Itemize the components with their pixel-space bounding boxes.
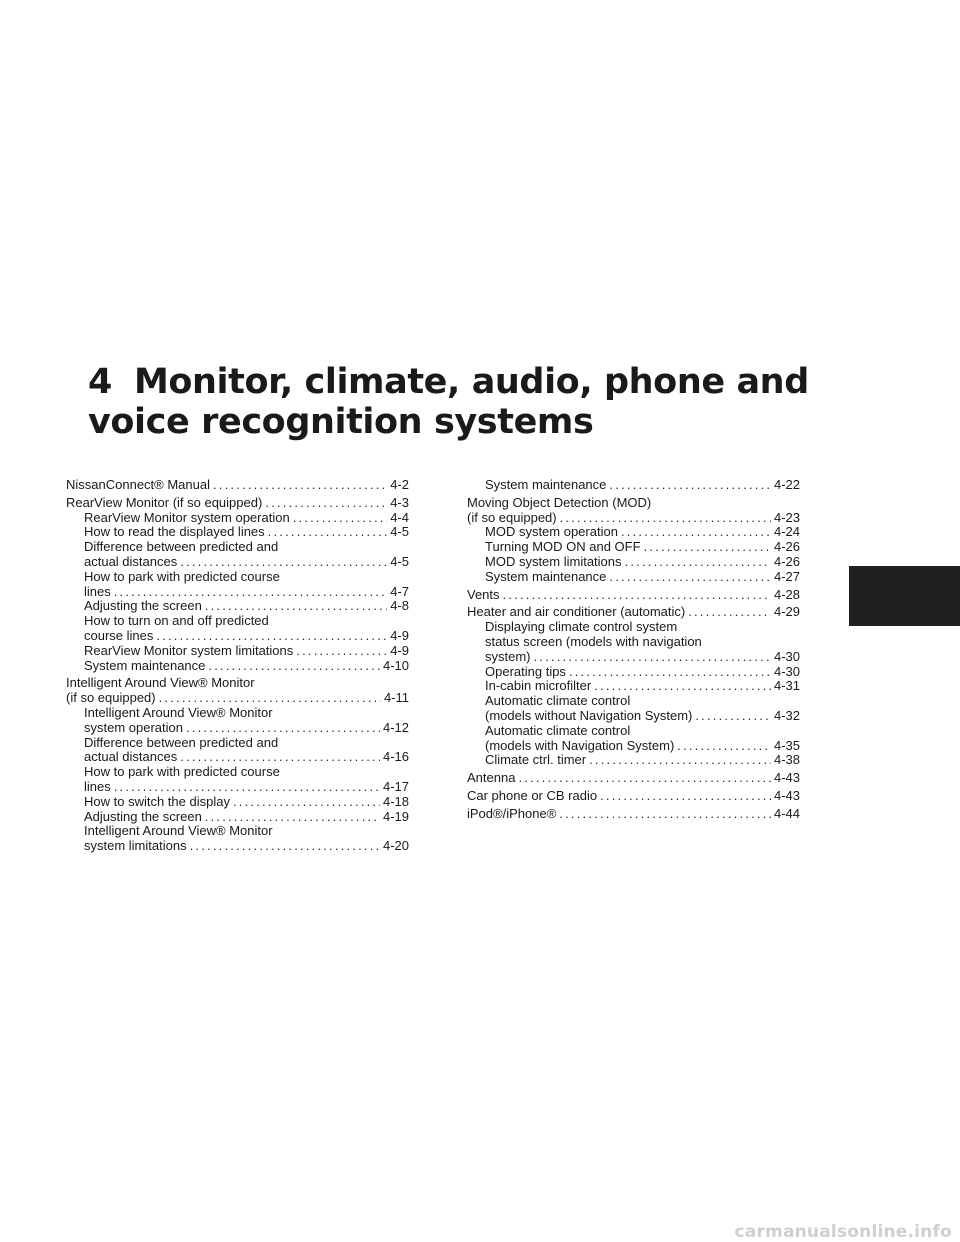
toc-entry-line (66, 496, 409, 511)
toc-entry-title: Adjusting the screen (84, 808, 202, 824)
dot-leader (180, 750, 380, 765)
toc-entry-title: system) (485, 648, 531, 664)
toc-entry-line (84, 511, 409, 526)
dot-leader (114, 585, 387, 600)
toc-page-number: 4-23 (773, 509, 800, 525)
toc-entry[interactable] (66, 478, 409, 493)
toc-entry-line (84, 721, 409, 736)
toc-entry-title: system operation (84, 719, 183, 735)
toc-entry-line (66, 691, 409, 706)
dot-leader (293, 511, 388, 526)
dot-leader (559, 807, 771, 822)
toc-subentry[interactable] (66, 795, 409, 810)
toc-entry-line (485, 739, 800, 754)
dot-leader (677, 739, 771, 754)
toc-entry-text-line: Displaying climate control system (485, 619, 678, 635)
toc-entry-text-line: Intelligent Around View® Monitor (84, 704, 273, 720)
toc-subentry[interactable] (66, 644, 409, 659)
toc-entry-title: Vents (467, 586, 500, 602)
toc-entry-title: Turning MOD ON and OFF (485, 539, 641, 555)
toc-entry-title: (models with Navigation System) (485, 737, 675, 753)
toc-subentry[interactable] (467, 724, 800, 754)
toc-entry[interactable] (467, 496, 800, 526)
toc-entry-title: How to read the displayed lines (84, 524, 265, 540)
toc-entry[interactable] (467, 771, 800, 786)
toc-entry-text-line: How to park with predicted course (84, 764, 280, 780)
dot-leader (560, 511, 771, 526)
toc-page-number: 4-8 (390, 598, 409, 614)
toc-page-number: 4-43 (773, 770, 800, 786)
toc-subentry[interactable] (66, 599, 409, 614)
toc-entry-line (84, 750, 409, 765)
toc-entry-title: (if so equipped) (66, 690, 156, 706)
toc-entry-title: system limitations (84, 838, 187, 854)
toc-entry-text-line: Difference between predicted and (84, 734, 279, 750)
dot-leader (534, 650, 771, 665)
toc-entry-title: RearView Monitor (if so equipped) (66, 494, 263, 510)
toc-entry-line (485, 753, 800, 768)
toc-entry-line (467, 771, 800, 786)
toc-subentry[interactable] (467, 753, 800, 768)
toc-entry[interactable] (467, 807, 800, 822)
watermark: carmanualsonline.info (734, 1222, 952, 1242)
toc-entry-title: course lines (84, 627, 154, 643)
toc-entry-text-line: Intelligent Around View® Monitor (84, 823, 273, 839)
dot-leader (233, 795, 380, 810)
dot-leader (600, 789, 771, 804)
toc-page-number: 4-3 (390, 494, 409, 510)
toc-page-number: 4-20 (382, 838, 409, 854)
toc-entry[interactable] (467, 789, 800, 804)
toc-entry-line (467, 605, 800, 620)
toc-page-number: 4-5 (390, 553, 409, 569)
toc-page-number: 4-30 (773, 663, 800, 679)
toc-subentry[interactable] (66, 659, 409, 674)
toc-page-number: 4-7 (390, 583, 409, 599)
toc-entry-title: MOD system limitations (485, 553, 622, 569)
toc-page-number: 4-11 (383, 690, 409, 706)
toc-entry-text-line: Intelligent Around View® Monitor (66, 675, 255, 691)
toc-subentry[interactable] (467, 540, 800, 555)
toc-page-number: 4-29 (773, 604, 800, 620)
toc-entry-title: actual distances (84, 553, 178, 569)
toc-entry-line (84, 839, 409, 854)
toc-entry-title: iPod®/iPhone® (467, 805, 557, 821)
toc-entry-line (84, 644, 409, 659)
toc-page-number: 4-43 (773, 787, 800, 803)
toc-page-number: 4-44 (773, 805, 800, 821)
toc-subentry[interactable] (66, 736, 409, 766)
toc-subentry[interactable] (66, 614, 409, 644)
toc-entry-title: Operating tips (485, 663, 566, 679)
toc-page-number: 4-18 (382, 793, 409, 809)
toc-page-number: 4-26 (773, 539, 800, 555)
toc-entry-line (84, 555, 409, 570)
toc-entry-line (84, 795, 409, 810)
dot-leader (296, 644, 387, 659)
toc-entry-line (84, 780, 409, 795)
dot-leader (190, 839, 380, 854)
toc-entry-line (485, 478, 800, 493)
toc-left-column (66, 478, 409, 854)
toc-page-number: 4-27 (773, 568, 800, 584)
dot-leader (159, 691, 381, 706)
dot-leader (609, 478, 771, 493)
toc-page-number: 4-16 (382, 749, 409, 765)
toc-entry-line (467, 789, 800, 804)
dot-leader (688, 605, 771, 620)
toc-entry-text-line: Automatic climate control (485, 693, 631, 709)
toc-subentry[interactable] (467, 620, 800, 664)
toc-entry-line (84, 585, 409, 600)
toc-entry-line (485, 679, 800, 694)
toc-subentry[interactable] (66, 525, 409, 540)
toc-entry-line (66, 478, 409, 493)
chapter-title-line-2: voice recognition systems (88, 402, 594, 442)
dot-leader (268, 525, 388, 540)
toc-entry-title: RearView Monitor system operation (84, 509, 290, 525)
toc-entry-title: (if so equipped) (467, 509, 557, 525)
toc-page-number: 4-5 (390, 524, 409, 540)
toc-entry-line (84, 525, 409, 540)
toc-page-number: 4-12 (382, 719, 409, 735)
toc-entry-line (485, 525, 800, 540)
toc-right-column (467, 478, 800, 822)
toc-page-number: 4-32 (773, 707, 800, 723)
toc-subentry[interactable] (467, 694, 800, 724)
dot-leader (180, 555, 387, 570)
toc-entry-title: RearView Monitor system limitations (84, 642, 294, 658)
toc-entry-line (485, 650, 800, 665)
toc-entry-title: System maintenance (485, 568, 607, 584)
dot-leader (569, 665, 771, 680)
chapter-title (88, 362, 888, 442)
toc-entry-line (485, 709, 800, 724)
toc-page-number: 4-22 (773, 477, 800, 492)
toc-subentry[interactable] (66, 540, 409, 570)
toc-subentry[interactable] (467, 555, 800, 570)
dot-leader (114, 780, 380, 795)
dot-leader (609, 570, 771, 585)
toc-entry-line (485, 570, 800, 585)
toc-entry-line (84, 659, 409, 674)
toc-entry-line (485, 540, 800, 555)
chapter-title-line-1 (88, 362, 888, 402)
toc-entry-line (485, 555, 800, 570)
toc-entry-title: Car phone or CB radio (467, 787, 598, 803)
dot-leader (156, 629, 387, 644)
toc-subentry[interactable] (66, 511, 409, 526)
toc-entry-title: Adjusting the screen (84, 598, 202, 614)
toc-entry-title: lines (84, 583, 111, 599)
toc-page-number: 4-17 (382, 778, 409, 794)
toc-entry-title: Heater and air conditioner (automatic) (467, 604, 686, 620)
chapter-thumb-tab (849, 566, 960, 626)
toc-entry-line (84, 599, 409, 614)
toc-entry-text-line: Automatic climate control (485, 722, 631, 738)
toc-subentry[interactable] (66, 706, 409, 736)
toc-entry-line (485, 665, 800, 680)
toc-page-number: 4-9 (390, 642, 409, 658)
toc-entry-line (84, 810, 409, 825)
dot-leader (186, 721, 380, 736)
toc-entry[interactable] (467, 588, 800, 603)
toc-page-number: 4-26 (773, 553, 800, 569)
dot-leader (589, 753, 771, 768)
toc-page-number: 4-31 (773, 678, 800, 694)
toc-entry-title: System maintenance (485, 477, 607, 492)
toc-entry-line (467, 588, 800, 603)
dot-leader (644, 540, 771, 555)
toc-entry-title: actual distances (84, 749, 178, 765)
toc-page-number: 4-30 (773, 648, 800, 664)
toc-subentry[interactable] (467, 525, 800, 540)
toc-page-number: 4-19 (382, 808, 409, 824)
toc-entry-line (84, 629, 409, 644)
dot-leader (205, 810, 380, 825)
toc-entry-title: How to switch the display (84, 793, 230, 809)
toc-entry-title: (models without Navigation System) (485, 707, 693, 723)
dot-leader (625, 555, 771, 570)
toc-entry[interactable] (66, 676, 409, 706)
dot-leader (695, 709, 771, 724)
toc-subentry[interactable] (467, 679, 800, 694)
toc-entry-text-line: Moving Object Detection (MOD) (467, 494, 652, 510)
toc-subentry[interactable] (467, 665, 800, 680)
toc-entry-title: NissanConnect® Manual (66, 477, 210, 492)
toc-entry-title: lines (84, 778, 111, 794)
dot-leader (265, 496, 387, 511)
toc-page-number: 4-2 (390, 477, 409, 492)
toc-page-number: 4-35 (773, 737, 800, 753)
dot-leader (518, 771, 771, 786)
dot-leader (205, 599, 387, 614)
toc-subentry[interactable] (467, 570, 800, 585)
toc-subentry[interactable] (467, 478, 800, 493)
toc-page-number: 4-9 (390, 627, 409, 643)
toc-entry-title: System maintenance (84, 657, 206, 673)
toc-entry-line (467, 807, 800, 822)
dot-leader (594, 679, 771, 694)
toc-entry-text-line: How to turn on and off predicted (84, 613, 269, 629)
toc-page-number: 4-4 (390, 509, 409, 525)
toc-entry-line (467, 511, 800, 526)
toc-entry-title: MOD system operation (485, 524, 618, 540)
toc-page-number: 4-24 (773, 524, 800, 540)
toc-page-number: 4-38 (773, 752, 800, 768)
dot-leader (208, 659, 380, 674)
toc-subentry[interactable] (66, 765, 409, 795)
toc-entry[interactable] (66, 496, 409, 511)
chapter-title-text-1: Monitor, climate, audio, phone and (133, 362, 809, 402)
toc-entry-text-line: How to park with predicted course (84, 568, 280, 584)
toc-subentry[interactable] (66, 824, 409, 854)
chapter-number: 4 (88, 362, 112, 402)
toc-entry-text-line: status screen (models with navigation (485, 633, 702, 649)
toc-entry-title: Antenna (467, 770, 516, 786)
dot-leader (621, 525, 771, 540)
toc-entry[interactable] (467, 605, 800, 620)
toc-subentry[interactable] (66, 570, 409, 600)
toc-entry-title: Climate ctrl. timer (485, 752, 587, 768)
toc-entry-title: In-cabin microfilter (485, 678, 592, 694)
toc-page-number: 4-10 (382, 657, 409, 673)
toc-page-number: 4-28 (773, 586, 800, 602)
toc-subentry[interactable] (66, 810, 409, 825)
dot-leader (213, 478, 387, 493)
dot-leader (503, 588, 771, 603)
toc-entry-text-line: Difference between predicted and (84, 539, 279, 555)
